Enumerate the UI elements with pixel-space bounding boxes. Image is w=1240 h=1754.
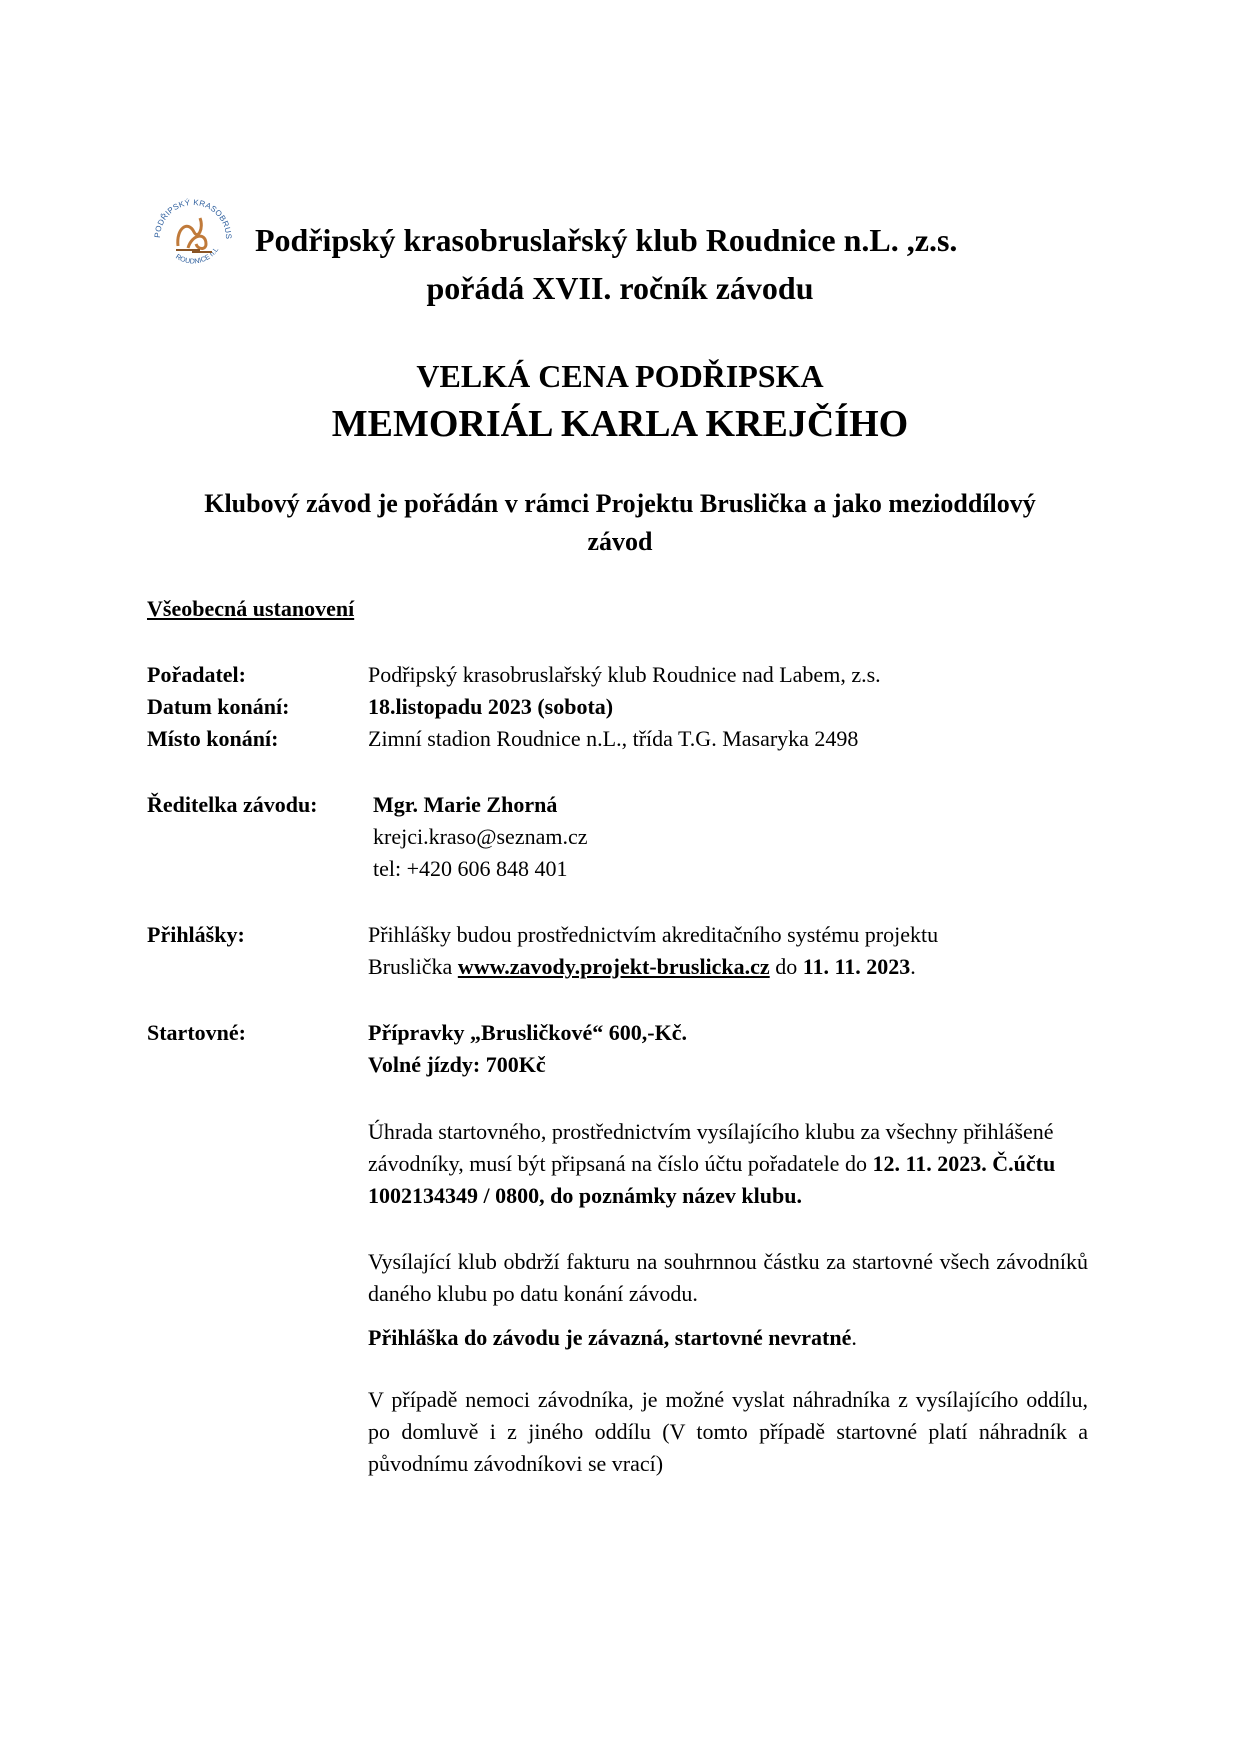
binding-text: Přihláška do závodu je závazná, startovné nevratné: [368, 1325, 852, 1350]
place-label: Místo konání:: [147, 726, 279, 751]
registration-link[interactable]: www.zavody.projekt-bruslicka.cz: [457, 954, 770, 979]
binding-end: .: [851, 1325, 857, 1350]
payment-account: 12. 11. 2023. Č.účtu 1002134349 / 0800, do poznámky název klubu.: [368, 1151, 1056, 1208]
binding-paragraph: [368, 1322, 1088, 1354]
payment-text: Úhrada startovného, prostřednictvím vysílajícího klubu za všechny přihlášené závodníky, musí být připsaná na číslo účtu pořadatele do: [368, 1119, 1054, 1176]
payment-paragraph: [368, 1116, 1088, 1212]
director-phone: tel: +420 606 848 401: [373, 856, 568, 881]
logo-text-bottom: ROUDNICE n.L: [174, 246, 221, 266]
applications-prefix: Bruslička: [368, 954, 458, 979]
invoice-paragraph: Vysílající klub obdrží fakturu na souhrnnou částku za startovné všech závodníků daného klubu po datu konání závodu.: [368, 1249, 1088, 1306]
intro-text: [140, 485, 1100, 561]
director-email: krejci.kraso@seznam.cz: [373, 824, 588, 849]
date-value: 18.listopadu 2023 (sobota): [368, 694, 614, 719]
fee-line-2: Volné jízdy: 700Kč: [368, 1052, 546, 1077]
director-label: Ředitelka závodu:: [147, 792, 318, 817]
applications-mid: do: [769, 954, 803, 979]
event-title: VELKÁ CENA PODŘIPSKA: [416, 358, 824, 394]
date-label: Datum konání:: [147, 694, 290, 719]
edition-heading: pořádá XVII. ročník závodu: [426, 270, 814, 306]
organizer-label: Pořadatel:: [147, 662, 246, 687]
event-subtitle: MEMORIÁL KARLA KREJČÍHO: [331, 403, 909, 445]
fee-line-1: Přípravky „Brusličkové“ 600,-Kč.: [368, 1020, 687, 1045]
organizer-value: Podřipský krasobruslařský klub Roudnice nad Labem, z.s.: [368, 662, 881, 687]
place-value: Zimní stadion Roudnice n.L., třída T.G. Masaryka 2498: [368, 726, 859, 751]
fee-label: Startovné:: [147, 1020, 246, 1045]
applications-deadline: 11. 11. 2023: [802, 954, 911, 979]
applications-label: Přihlášky:: [147, 922, 245, 947]
organizer-heading: Podřipský krasobruslařský klub Roudnice n.L. ,z.s.: [255, 222, 958, 258]
club-logo: [148, 188, 238, 278]
substitute-paragraph: V případě nemoci závodníka, je možné vyslat náhradníka z vysílajícího oddílu, po domluvě i z jiného oddílu (V tomto případě startovné platí náhradník a původnímu závodníkovi se vrací): [368, 1387, 1088, 1476]
skates-logo-icon: [148, 188, 238, 278]
director-name: Mgr. Marie Zhorná: [373, 792, 558, 817]
logo-text-top: PODŘIPSKÝ KRASOBRUS: [152, 197, 234, 240]
intro-line-2: závod: [587, 527, 653, 556]
svg-text:PODŘIPSKÝ KRASOBRUSLAŘSKÝ KLUB: [148, 188, 233, 240]
intro-line-1: Klubový závod je pořádán v rámci Projektu Bruslička a jako mezioddílový: [204, 489, 1036, 518]
applications-line-2: [368, 954, 916, 980]
section-heading: Všeobecná ustanovení: [147, 596, 355, 621]
applications-end: .: [910, 954, 916, 979]
applications-line-1: Přihlášky budou prostřednictvím akreditačního systému projektu: [368, 922, 939, 947]
